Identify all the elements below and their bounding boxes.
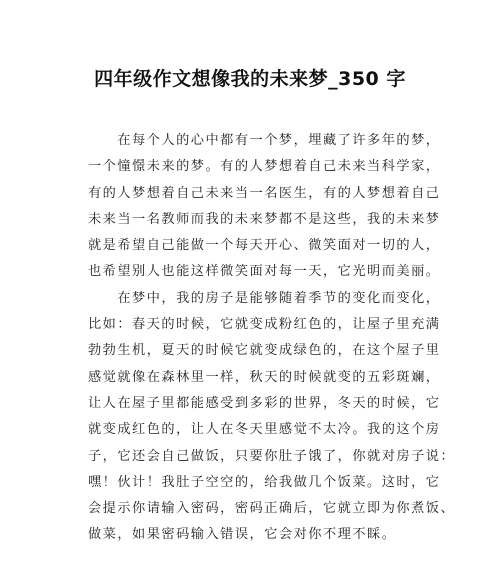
text-line: 会提示你请输入密码，密码正确后，它就立即为你煮饭、 (88, 501, 456, 517)
text-line: 做菜，如果密码输入错误，它会对你不理不睬。 (88, 527, 397, 543)
text-line: 在每个人的心中都有一个梦，埋藏了许多年的梦， (88, 133, 441, 148)
text-line: 在梦中，我的房子是能够随着季节的变化而变化， (88, 290, 441, 306)
text-line: 嘿！伙计！我肚子空空的，给我做几个饭菜。这时，它 (88, 474, 441, 490)
text-line: 子，它还会自己做饭，只要你肚子饿了，你就对房子说： (88, 448, 456, 464)
text-line: 比如：春天的时候，它就变成粉红色的，让屋子里充满 (88, 317, 441, 333)
text-line: 勃勃生机，夏天的时候它就变成绿色的，在这个屋子里 (88, 343, 441, 359)
text-line: 就是希望自己能做一个每天开心、微笑面对一切的人， (88, 238, 441, 254)
document-title: 四年级作文想像我的未来梦_350 字 (94, 68, 406, 90)
text-line: 就变成红色的，让人在冬天里感觉不太冷。我的这个房 (88, 422, 441, 438)
text-line: 未来当一名教师而我的未来梦都不是这些，我的未来梦 (88, 211, 441, 227)
text-line: 让人在屋子里都能感受到多彩的世界，冬天的时候，它 (88, 395, 441, 411)
text-line: 也希望别人也能这样微笑面对每一天，它光明而美丽。 (88, 264, 441, 280)
text-line: 有的人梦想着自己未来当一名医生，有的人梦想着自己 (88, 185, 441, 201)
text-line: 感觉就像在森林里一样，秋天的时候就变的五彩斑斓， (88, 369, 441, 385)
essay-body (88, 128, 456, 549)
text-line: 一个憧憬未来的梦。有的人梦想着自己未来当科学家， (88, 159, 441, 175)
